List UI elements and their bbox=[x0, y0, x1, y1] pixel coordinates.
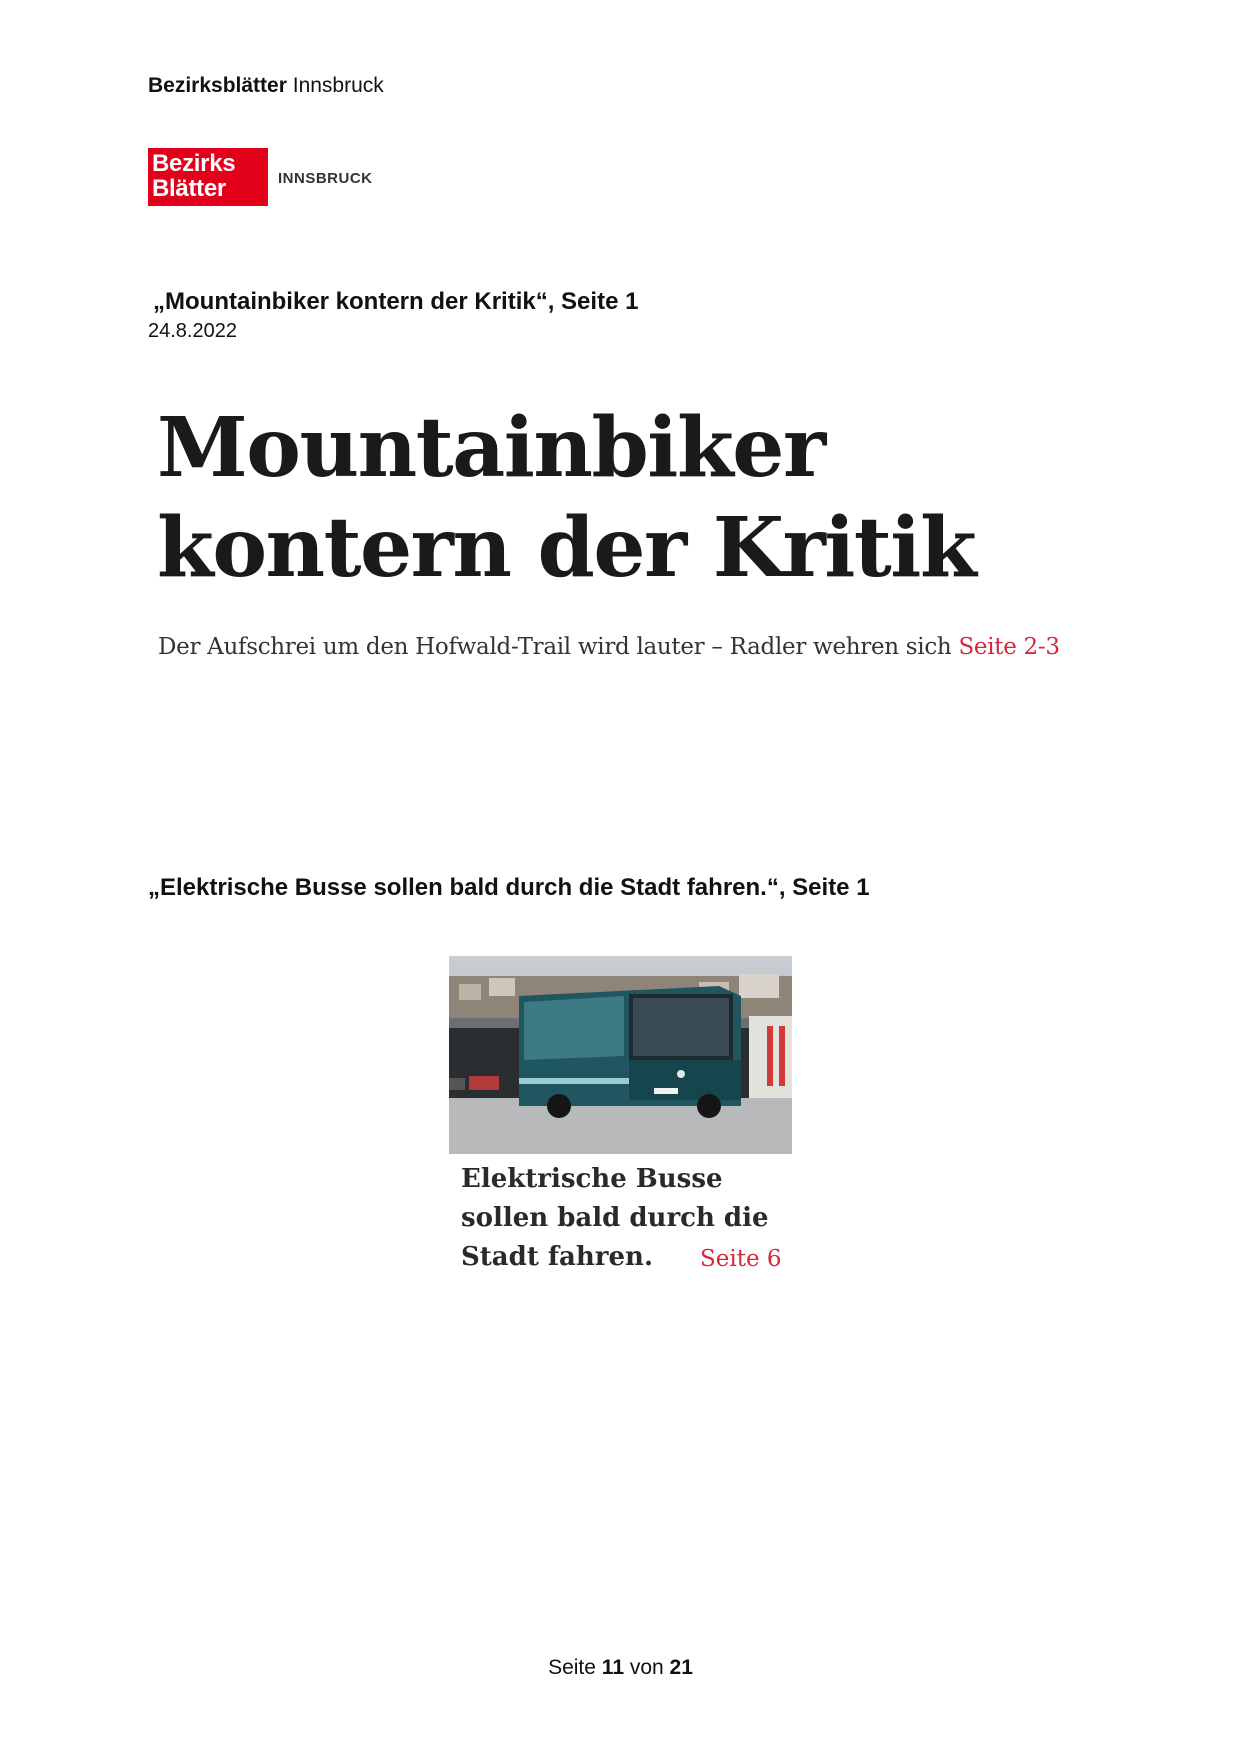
footer-current-page: 11 bbox=[601, 1656, 624, 1679]
subline-page-ref: Seite 2-3 bbox=[958, 634, 1060, 660]
clipping-headline bbox=[157, 398, 1157, 598]
footer-prefix: Seite bbox=[548, 1656, 596, 1679]
entry-date: 24.8.2022 bbox=[148, 320, 237, 342]
document-header bbox=[148, 74, 384, 98]
caption-page-ref: Seite 6 bbox=[700, 1246, 782, 1272]
entry-title: „Elektrische Busse sollen bald durch die Stadt fahren.“, Seite 1 bbox=[148, 874, 870, 901]
headline-line-2: kontern der Kritik bbox=[157, 500, 976, 596]
logo-line-2: Blätter bbox=[152, 175, 226, 202]
clipping-subline bbox=[158, 634, 1060, 660]
footer-total-pages: 21 bbox=[669, 1656, 693, 1679]
entry-title: „Mountainbiker kontern der Kritik“, Seite 1 bbox=[153, 288, 639, 315]
page-footer bbox=[0, 1656, 1241, 1680]
bus-illustration bbox=[449, 956, 792, 1154]
footer-separator: von bbox=[629, 1656, 664, 1679]
caption-line-2: sollen bald durch die bbox=[461, 1203, 769, 1233]
logo-region-label: INNSBRUCK bbox=[278, 170, 373, 187]
caption-line-3: Stadt fahren. bbox=[461, 1242, 654, 1272]
headline-line-1: Mountainbiker bbox=[157, 400, 825, 496]
electric-bus-photo bbox=[449, 956, 792, 1154]
header-region: Innsbruck bbox=[292, 74, 384, 97]
header-brand: Bezirksblätter bbox=[148, 74, 287, 97]
caption-line-1: Elektrische Busse bbox=[461, 1164, 723, 1194]
bezirksblaetter-logo bbox=[148, 148, 268, 206]
subline-text: Der Aufschrei um den Hofwald-Trail wird lauter – Radler wehren sich bbox=[158, 634, 952, 660]
logo-line-1: Bezirks bbox=[152, 150, 236, 177]
